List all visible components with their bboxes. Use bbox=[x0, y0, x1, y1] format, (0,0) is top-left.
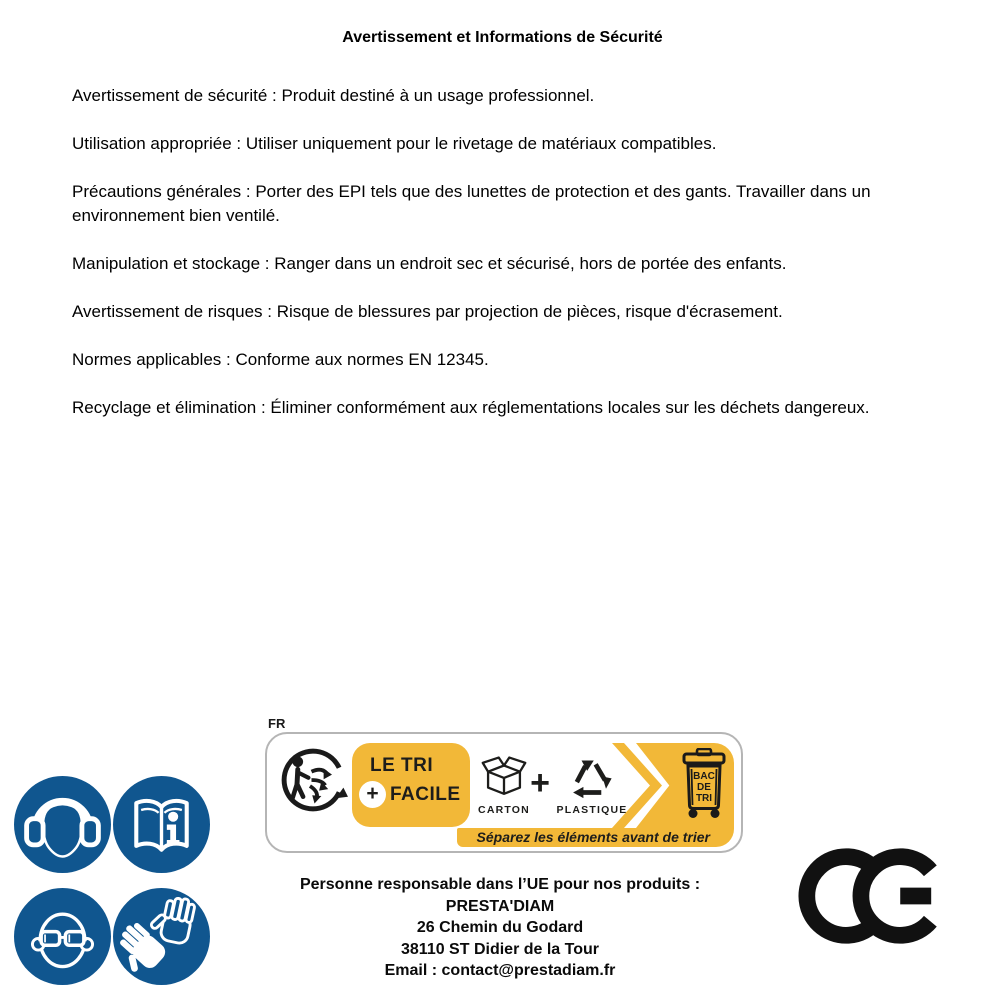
tagline-strip bbox=[457, 828, 734, 847]
infotri-recycling-label bbox=[265, 732, 743, 853]
company-name: PRESTA'DIAM bbox=[445, 897, 555, 915]
plastique-label: PLASTIQUE bbox=[556, 804, 628, 816]
safety-glasses-glyph bbox=[14, 888, 111, 985]
responsible-person-block bbox=[250, 874, 750, 982]
read-manual-icon bbox=[113, 776, 210, 873]
bin-text-line: TRI bbox=[695, 793, 713, 804]
address-line: 26 Chemin du Godard bbox=[416, 919, 584, 936]
bin-text-line: DE bbox=[697, 782, 711, 793]
open-book-glyph bbox=[113, 776, 210, 873]
address-line: 38110 ST Didier de la Tour bbox=[401, 940, 599, 958]
safety-paragraphs bbox=[72, 84, 962, 444]
contact-email: Email : contact@prestadiam.fr bbox=[384, 962, 616, 979]
facile-text: FACILE bbox=[390, 783, 461, 805]
wear-eye-protection-icon bbox=[14, 888, 111, 985]
safety-paragraph: Avertissement de risques : Risque de blessures par projection de pièces, risque d'écrasement. bbox=[72, 302, 783, 321]
wear-ear-protection-icon bbox=[14, 776, 111, 873]
ce-marking-icon bbox=[797, 846, 942, 946]
responsible-intro: Personne responsable dans l’UE pour nos produits : bbox=[299, 876, 701, 893]
le-tri-facile-badge bbox=[352, 743, 470, 827]
safety-paragraph: Avertissement de sécurité : Produit destiné à un usage professionnel. bbox=[72, 86, 595, 105]
plus-badge-icon: + bbox=[359, 781, 386, 808]
carton-label: CARTON bbox=[478, 804, 530, 816]
page-title: Avertissement et Informations de Sécurité bbox=[342, 29, 663, 46]
sorting-bin-icon bbox=[681, 748, 727, 820]
safety-paragraph: Utilisation appropriée : Utiliser uniquement pour le rivetage de matériaux compatibles. bbox=[72, 134, 717, 153]
plus-separator: + bbox=[530, 764, 550, 802]
country-code-label: FR bbox=[268, 716, 286, 731]
recycling-triangle-icon bbox=[563, 753, 617, 800]
safety-paragraph: Normes applicables : Conforme aux normes EN 12345. bbox=[72, 350, 489, 369]
triman-recycling-icon bbox=[275, 742, 351, 818]
le-tri-text: LE TRI bbox=[370, 755, 434, 776]
protective-gloves-glyph bbox=[113, 888, 210, 985]
safety-paragraph: Recyclage et élimination : Éliminer conformément aux réglementations locales sur les déchets dangereux. bbox=[72, 398, 870, 417]
safety-paragraph: Précautions générales : Porter des EPI tels que des lunettes de protection et des gants. Travailler dans un environnement bien ventilé. bbox=[72, 182, 871, 225]
wear-gloves-icon bbox=[113, 888, 210, 985]
bin-text-line: BAC bbox=[693, 771, 715, 782]
safety-paragraph: Manipulation et stockage : Ranger dans un endroit sec et sécurisé, hors de portée des enfants. bbox=[72, 254, 787, 273]
sorting-tagline: Séparez les éléments avant de trier bbox=[476, 829, 710, 845]
ear-protection-glyph bbox=[14, 776, 111, 873]
